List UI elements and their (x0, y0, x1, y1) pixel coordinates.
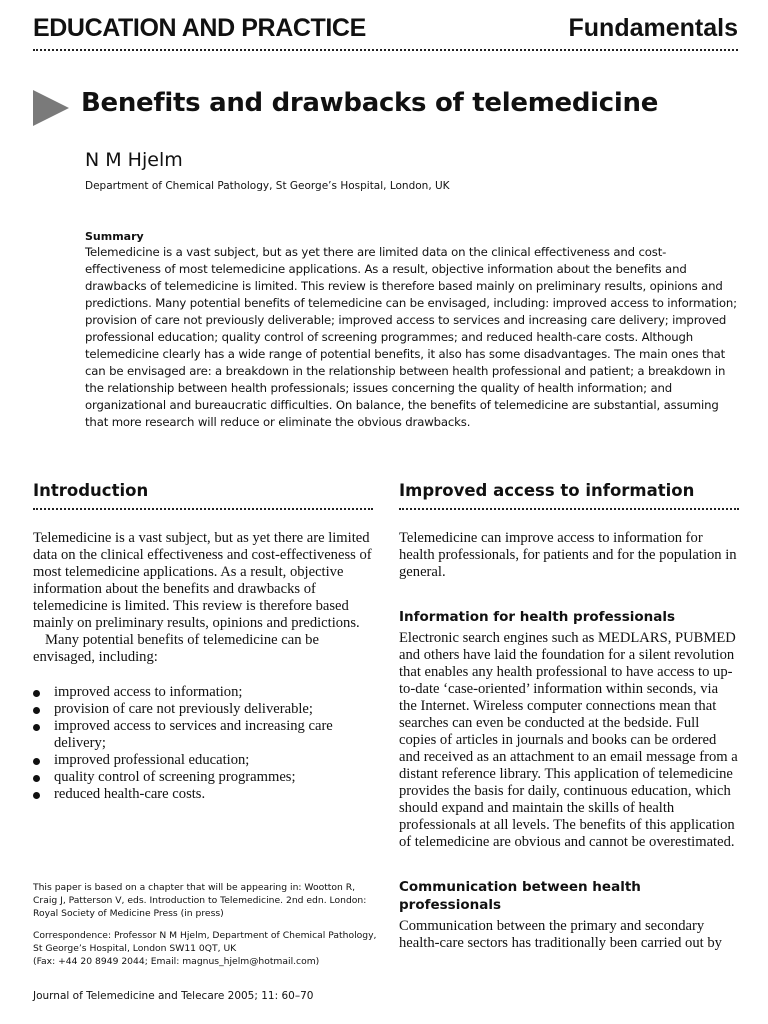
summary-block (85, 230, 740, 431)
bullet-icon (33, 724, 40, 731)
bullet-icon (33, 775, 40, 782)
correspondence-note: Correspondence: Professor N M Hjelm, Department of Chemical Pathology, St George’s Hospital, London SW11 0QT, UK (33, 930, 377, 954)
bullet-icon (33, 792, 40, 799)
page-header (33, 14, 738, 54)
communication-paragraph: Communication between the primary and secondary health-care sectors has traditionally been carried out by (399, 918, 722, 951)
info-health-professionals-paragraph: Electronic search engines such as MEDLARS, PUBMED and others have laid the foundation for a silent revolution that enables any health professional to have access to up-to-date ‘case-oriented’ information within seconds, via the Internet. Wireless computer connections mean that searches can even be conducted at the bedside. Full copies of articles in journals and books can be ordered and received as an attachment to an email message from a distant reference library. This application of telemedicine provides the basis for daily, continuous education, which should expand and maintain the skills of health professionals at all levels. The benefits of this application of telemedicine are obvious and cannot be overestimated. (399, 630, 738, 850)
info-health-professionals-heading: Information for health professionals (399, 609, 676, 625)
improved-access-heading: Improved access to information (399, 481, 695, 500)
article-title: Benefits and drawbacks of telemedicine (81, 88, 659, 118)
introduction-heading: Introduction (33, 481, 149, 500)
section-label: EDUCATION AND PRACTICE (33, 14, 366, 42)
intro-paragraph: Many potential benefits of telemedicine can be envisaged, including: (33, 632, 319, 665)
list-item: reduced health-care costs. (33, 786, 373, 803)
author-affiliation: Department of Chemical Pathology, St George’s Hospital, London, UK (85, 180, 450, 192)
bullet-icon (33, 758, 40, 765)
benefits-list (33, 684, 373, 803)
summary-text: Telemedicine is a vast subject, but as yet there are limited data on the clinical effectiveness and cost-effectiveness of most telemedicine applications. As a result, objective information about the benefits and drawbacks of telemedicine is limited. This review is therefore based mainly on preliminary results, opinions and predictions. Many potential benefits of telemedicine can be envisaged, including: improved access to information; provision of care not previously deliverable; improved access to services and increasing care delivery; improved professional education; quality control of screening programmes; and reduced health-care costs. Although telemedicine clearly has a wide range of potential benefits, it also has some disadvantages. The main ones that can be envisaged are: a breakdown in the relationship between health professional and patient; a breakdown in the relationship between health professionals; issues concerning the quality of health information; and organizational and bureaucratic difficulties. On balance, the benefits of telemedicine are substantial, assuming that more research will reduce or eliminate the obvious drawbacks. (85, 245, 737, 429)
intro-paragraph: Telemedicine is a vast subject, but as yet there are limited data on the clinical effectiveness and cost-effectiveness of most telemedicine applications. As a result, objective information about the benefits and drawbacks of telemedicine is limited. This review is therefore based mainly on preliminary results, opinions and predictions. (33, 530, 372, 631)
section-divider (399, 508, 739, 510)
list-item: quality control of screening programmes; (33, 769, 373, 786)
section-divider (33, 508, 373, 510)
communication-heading: Communication between health professionals (399, 879, 641, 913)
summary-heading: Summary (85, 230, 144, 243)
author-name: N M Hjelm (85, 149, 183, 171)
list-item: improved professional education; (33, 752, 373, 769)
header-divider (33, 49, 738, 51)
contact-info: (Fax: +44 20 8949 2044; Email: magnus_hjelm@hotmail.com) (33, 956, 320, 967)
bullet-icon (33, 707, 40, 714)
footnotes (33, 881, 378, 968)
bullet-icon (33, 690, 40, 697)
list-item: improved access to services and increasing care delivery; (33, 718, 373, 752)
list-item: provision of care not previously deliverable; (33, 701, 373, 718)
access-intro-paragraph: Telemedicine can improve access to information for health professionals, for patients and for the population in general. (399, 530, 737, 580)
list-item: improved access to information; (33, 684, 373, 701)
journal-reference: Journal of Telemedicine and Telecare 2005; 11: 60–70 (33, 990, 314, 1002)
right-column (399, 478, 739, 952)
chapter-note: This paper is based on a chapter that will be appearing in: Wootton R, Craig J, Patterson V, eds. Introduction to Telemedicine. 2nd edn. London: Royal Society of Medicine Press (in press) (33, 882, 367, 919)
category-label: Fundamentals (568, 14, 738, 42)
play-arrow-icon (33, 90, 69, 126)
left-column (33, 478, 373, 803)
